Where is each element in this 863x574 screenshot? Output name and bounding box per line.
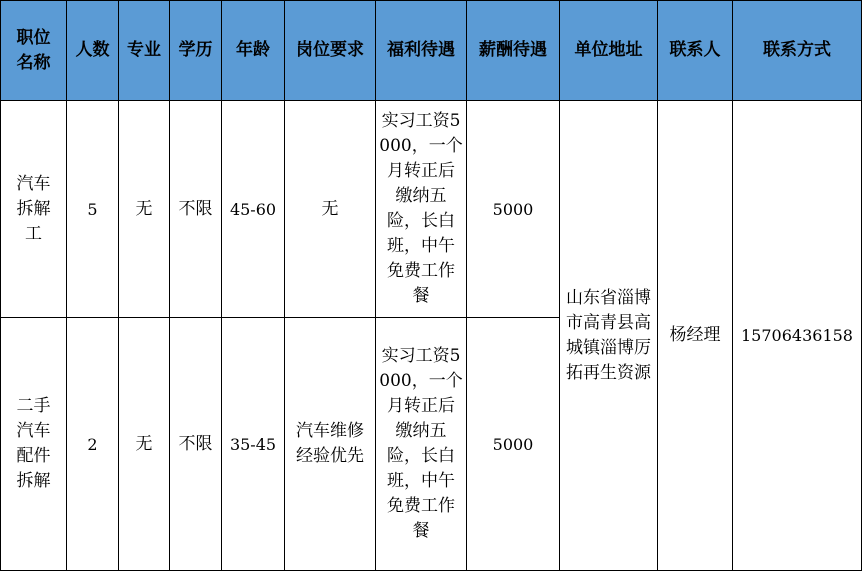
age-cell: 35-45 [222, 318, 285, 571]
header-age: 年龄 [222, 1, 285, 101]
header-benefits: 福利待遇 [376, 1, 467, 101]
salary-cell: 5000 [467, 101, 560, 318]
header-address: 单位地址 [560, 1, 658, 101]
header-education: 学历 [170, 1, 222, 101]
header-row [1, 1, 862, 101]
header-phone: 联系方式 [733, 1, 862, 101]
header-count: 人数 [67, 1, 119, 101]
major-cell: 无 [119, 101, 170, 318]
header-requirement: 岗位要求 [285, 1, 376, 101]
requirement-cell: 汽车维修经验优先 [285, 318, 376, 571]
header-salary: 薪酬待遇 [467, 1, 560, 101]
count-cell: 2 [67, 318, 119, 571]
header-title: 职位名称 [1, 1, 67, 101]
job-title-cell: 汽车拆解工 [1, 101, 67, 318]
age-cell: 45-60 [222, 101, 285, 318]
address-cell: 山东省淄博市高青县高城镇淄博厉拓再生资源 [560, 101, 658, 571]
count-cell: 5 [67, 101, 119, 318]
job-title-cell: 二手汽车配件拆解 [1, 318, 67, 571]
header-major: 专业 [119, 1, 170, 101]
contact-person-cell: 杨经理 [658, 101, 733, 571]
benefits-cell: 实习工资5000，一个月转正后缴纳五险，长白班，中午免费工作餐 [376, 101, 467, 318]
major-cell: 无 [119, 318, 170, 571]
education-cell: 不限 [170, 318, 222, 571]
table-row [1, 101, 862, 318]
phone-cell: 15706436158 [733, 101, 862, 571]
education-cell: 不限 [170, 101, 222, 318]
requirement-cell: 无 [285, 101, 376, 318]
header-contact-person: 联系人 [658, 1, 733, 101]
salary-cell: 5000 [467, 318, 560, 571]
benefits-cell: 实习工资5000，一个月转正后缴纳五险，长白班，中午免费工作餐 [376, 318, 467, 571]
